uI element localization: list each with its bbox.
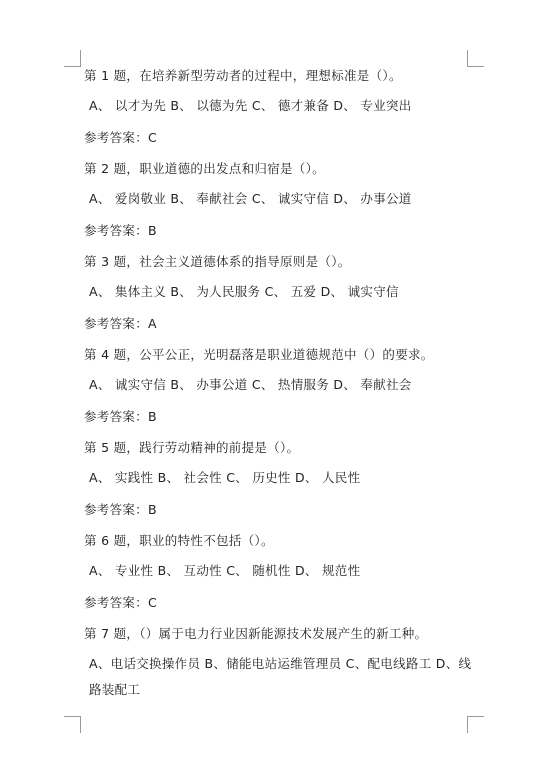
question-title: 第 5 题，践行劳动精神的前提是（）。	[84, 440, 300, 455]
question-title: 第 4 题，公平公正，光明磊落是职业道德规范中（）的要求。	[84, 347, 434, 362]
question-title: 第 7 题，（）属于电力行业因新能源技术发展产生的新工种。	[84, 626, 428, 641]
question-1	[84, 66, 474, 148]
question-2	[84, 159, 474, 241]
reference-answer: 参考答案：B	[84, 502, 157, 517]
question-title: 第 3 题，社会主义道德体系的指导原则是（）。	[84, 254, 351, 269]
crop-mark-bottom-left	[64, 716, 81, 733]
question-title: 第 1 题，在培养新型劳动者的过程中，理想标准是（）。	[84, 68, 402, 83]
reference-answer: 参考答案：B	[84, 409, 157, 424]
question-7	[84, 624, 474, 703]
question-3	[84, 252, 474, 334]
question-options: A、 专业性 B、 互动性 C、 随机性 D、 规范性	[89, 563, 361, 578]
reference-answer: 参考答案：B	[84, 223, 157, 238]
question-list	[84, 66, 474, 703]
question-options: A、 爱岗敬业 B、 奉献社会 C、 诚实守信 D、 办事公道	[89, 191, 412, 206]
question-options: A、 诚实守信 B、 办事公道 C、 热情服务 D、 奉献社会	[89, 377, 412, 392]
question-options: A、 以才为先 B、 以德为先 C、 德才兼备 D、 专业突出	[89, 98, 412, 113]
question-4	[84, 345, 474, 427]
reference-answer: 参考答案：C	[84, 130, 158, 145]
crop-mark-top-right	[467, 50, 484, 67]
crop-mark-top-left	[64, 50, 81, 67]
question-title: 第 6 题，职业的特性不包括（）。	[84, 533, 274, 548]
crop-mark-bottom-right	[467, 716, 484, 733]
question-options: A、 集体主义 B、 为人民服务 C、 五爱 D、 诚实守信	[89, 284, 399, 299]
question-options: A、 实践性 B、 社会性 C、 历史性 D、 人民性	[89, 470, 361, 485]
question-options: A、电话交换操作员 B、储能电站运维管理员 C、配电线路工 D、线路装配工	[89, 656, 472, 697]
question-5	[84, 438, 474, 520]
question-6	[84, 531, 474, 613]
question-title: 第 2 题，职业道德的出发点和归宿是（）。	[84, 161, 325, 176]
reference-answer: 参考答案：C	[84, 595, 158, 610]
reference-answer: 参考答案：A	[84, 316, 157, 331]
